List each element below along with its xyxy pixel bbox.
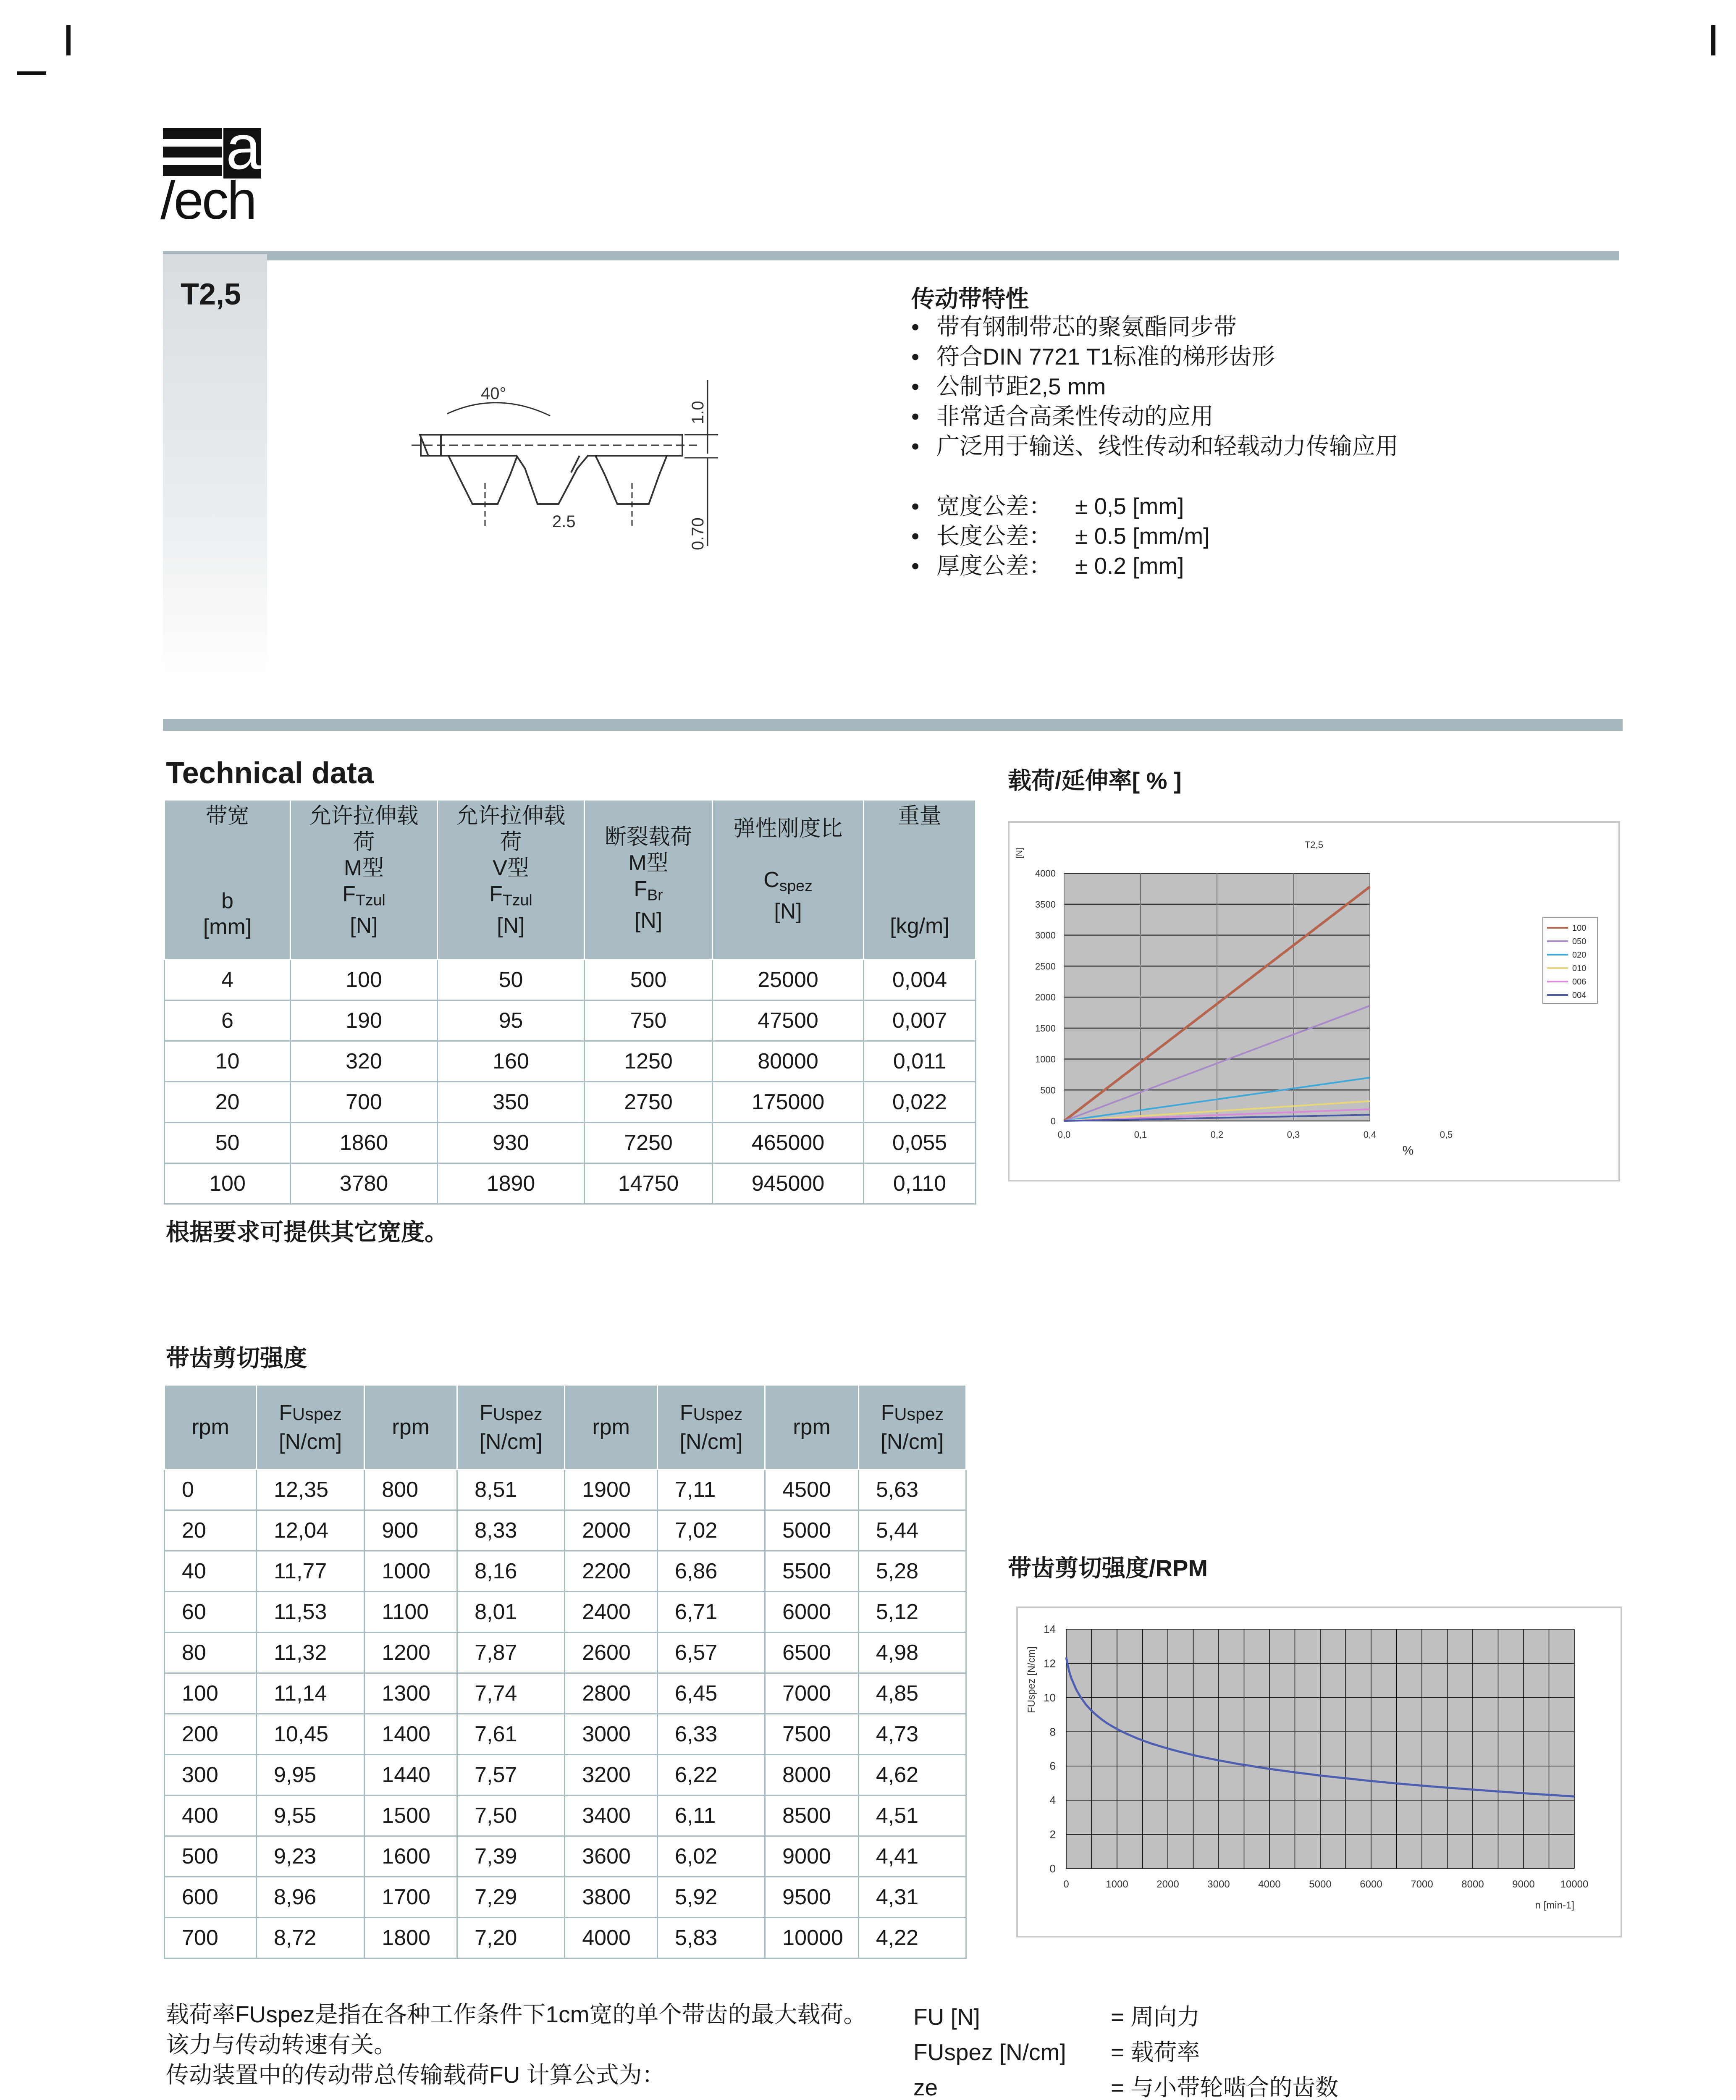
table-cell: 7,20 [457, 1918, 565, 1958]
section-rule [163, 719, 1623, 731]
table-cell: 100 [165, 1673, 257, 1714]
table-cell: 0,022 [864, 1082, 976, 1123]
table-cell: 11,32 [256, 1633, 364, 1673]
table-cell: 190 [291, 1000, 438, 1041]
table-cell: 1600 [365, 1836, 457, 1877]
header-text: 断裂载荷 [604, 825, 692, 849]
header-text: b [221, 889, 233, 913]
table-cell: 47500 [713, 1000, 864, 1041]
note-paragraph: 传动装置中的传动带总传输载荷FU 计算公式为： [166, 2062, 665, 2088]
table-cell: 1250 [585, 1041, 713, 1082]
table-cell: 500 [165, 1836, 257, 1877]
table-cell: 3200 [565, 1755, 658, 1796]
profile-tooth-label: 0.70 [689, 517, 707, 550]
x-tick-label: 0 [1063, 1879, 1069, 1890]
table-cell: 1900 [565, 1470, 658, 1510]
header-text: 带宽 [205, 804, 249, 828]
note-paragraph: 载荷率FUspez是指在各种工作条件下1cm宽的单个带齿的最大载荷。 [166, 2001, 867, 2027]
table-cell: 945000 [713, 1163, 864, 1204]
table-cell: 80000 [713, 1041, 864, 1082]
top-rule [163, 251, 1619, 260]
legend-box [1543, 917, 1597, 1003]
tooth-profile-drawing [399, 370, 735, 559]
symbol: FU [N] [913, 2004, 980, 2030]
table-row [165, 1041, 976, 1082]
table-cell: 300 [165, 1755, 257, 1796]
header-f-uspez: FUspez [N/cm] [457, 1385, 565, 1470]
feature-item: • 非常适合高柔性传动的应用 [911, 402, 1398, 431]
tolerance-item [911, 491, 1210, 521]
table-cell: 4,22 [858, 1918, 966, 1958]
x-tick-label: 4000 [1258, 1879, 1281, 1890]
table-cell: 4,85 [858, 1673, 966, 1714]
table-cell: 7,29 [457, 1877, 565, 1918]
tolerance-value: ± 0.5 [mm/m] [1075, 523, 1210, 549]
shear-rpm-svg [1018, 1608, 1621, 1936]
table-cell: 1500 [365, 1796, 457, 1836]
table-cell: 8000 [765, 1755, 859, 1796]
table-cell: 4 [165, 960, 291, 1000]
table-cell: 20 [165, 1510, 257, 1551]
legend-label: 020 [1572, 950, 1587, 960]
x-tick-label: 0,3 [1287, 1129, 1300, 1140]
table-cell: 6,33 [658, 1714, 765, 1755]
table-cell: 9500 [765, 1877, 859, 1918]
table-cell: 7,11 [658, 1470, 765, 1510]
symbol-row [913, 2070, 1606, 2100]
table-cell: 12,04 [256, 1510, 364, 1551]
tolerance-value: ± 0,5 [mm] [1075, 493, 1184, 519]
table-cell: 4,62 [858, 1755, 966, 1796]
table-cell: 2600 [565, 1633, 658, 1673]
table-cell: 0,004 [864, 960, 976, 1000]
table-cell: 200 [165, 1714, 257, 1755]
table-cell: 8,16 [457, 1551, 565, 1592]
header-breaking [585, 800, 713, 960]
header-symbol: $F_{Tzul}$ [489, 882, 532, 909]
table-cell: 100 [291, 960, 438, 1000]
symbol-definition: = 与小带轮啮合的齿数 [1111, 2074, 1339, 2100]
y-tick-label: 1500 [1035, 1023, 1056, 1034]
technical-data-table [164, 799, 976, 1205]
table-cell: 1300 [365, 1673, 457, 1714]
table-cell: 2400 [565, 1592, 658, 1633]
y-tick-label: 2000 [1035, 992, 1056, 1003]
table-cell: 465000 [713, 1123, 864, 1163]
y-tick-label: 2 [1049, 1828, 1056, 1841]
crop-mark [66, 25, 71, 55]
table-cell: 11,53 [256, 1592, 364, 1633]
header-text: [N] [350, 914, 378, 938]
table-cell: 40 [165, 1551, 257, 1592]
table-cell: 8,72 [256, 1918, 364, 1958]
table-cell: 50 [165, 1123, 291, 1163]
header-text: 弹性刚度比 [733, 816, 843, 841]
legend-label: 100 [1572, 924, 1587, 933]
header-symbol: $F_{Br}$ [634, 877, 663, 904]
features-list [911, 312, 1398, 461]
header-rpm: rpm [565, 1385, 658, 1470]
table-cell: 6,86 [658, 1551, 765, 1592]
symbol-row [913, 2034, 1606, 2070]
x-tick-label: 7000 [1411, 1879, 1433, 1890]
table-cell: 3000 [565, 1714, 658, 1755]
symbol: ze [913, 2074, 938, 2100]
table-cell: 6,45 [658, 1673, 765, 1714]
y-tick-label: 500 [1040, 1085, 1056, 1096]
header-text: [N] [497, 914, 525, 938]
table-cell: 7,87 [457, 1633, 565, 1673]
feature-item: • 广泛用于输送、线性传动和轻载动力传输应用 [911, 431, 1398, 461]
table-cell: 6500 [765, 1633, 859, 1673]
table-header-row [165, 800, 976, 960]
table-header-row [165, 1385, 966, 1470]
shear-rpm-chart [1016, 1606, 1622, 1937]
table-cell: 0,007 [864, 1000, 976, 1041]
feature-item: • 带有钢制带芯的聚氨酯同步带 [911, 312, 1398, 342]
table-cell: 10,45 [256, 1714, 364, 1755]
table-cell: 1440 [365, 1755, 457, 1796]
table-cell: 400 [165, 1796, 257, 1836]
table-cell: 10 [165, 1041, 291, 1082]
features-title: 传动带特性 [911, 286, 1029, 312]
x-tick-label: 5000 [1309, 1879, 1332, 1890]
legend-label: 006 [1572, 977, 1587, 987]
symbol: FUspez [N/cm] [913, 2039, 1066, 2065]
y-tick-label: 1000 [1035, 1054, 1056, 1065]
side-panel [163, 254, 267, 674]
table-row [165, 1796, 966, 1836]
header-f-uspez: FUspez [N/cm] [658, 1385, 765, 1470]
symbol-definition: = 周向力 [1111, 2004, 1200, 2030]
table-cell: 6,22 [658, 1755, 765, 1796]
table-cell: 1200 [365, 1633, 457, 1673]
y-tick-label: 0 [1049, 1862, 1056, 1875]
load-elongation-title: 载荷/延伸率[ % ] [1008, 767, 1182, 794]
profile-pitch-label: 2.5 [552, 512, 576, 531]
y-tick-label: 4 [1049, 1794, 1056, 1807]
table-row [165, 1592, 966, 1633]
y-tick-label: 0 [1050, 1116, 1056, 1126]
table-cell: 4,51 [858, 1796, 966, 1836]
table-cell: 800 [365, 1470, 457, 1510]
x-axis-label: n [min-1] [1535, 1900, 1574, 1911]
table-row [165, 1000, 976, 1041]
logo-letter-a: a [226, 112, 261, 182]
table-row [165, 1836, 966, 1877]
table-cell: 1890 [438, 1163, 585, 1204]
header-text: 允许拉伸载荷 [309, 804, 419, 854]
y-tick-label: 8 [1049, 1725, 1056, 1738]
table-cell: 5,28 [858, 1551, 966, 1592]
table-row [165, 1510, 966, 1551]
table-cell: 160 [438, 1041, 585, 1082]
table-cell: 700 [291, 1082, 438, 1123]
x-tick-label: 9000 [1512, 1879, 1535, 1890]
table-cell: 900 [365, 1510, 457, 1551]
header-text: V型 [493, 856, 529, 880]
y-axis-label: [N] [1015, 848, 1024, 858]
header-text: M型 [344, 856, 384, 880]
header-text: [kg/m] [890, 914, 949, 938]
table-cell: 2800 [565, 1673, 658, 1714]
header-rpm: rpm [365, 1385, 457, 1470]
legend-label: 050 [1572, 937, 1587, 946]
table-row [165, 1877, 966, 1918]
table-cell: 5,83 [658, 1918, 765, 1958]
table-cell: 60 [165, 1592, 257, 1633]
y-tick-label: 10 [1044, 1691, 1056, 1704]
profile-height-label: 1.0 [689, 401, 707, 424]
table-cell: 95 [438, 1000, 585, 1041]
table-cell: 2000 [565, 1510, 658, 1551]
x-tick-label: 8000 [1461, 1879, 1484, 1890]
table-cell: 7250 [585, 1123, 713, 1163]
table-cell: 4,41 [858, 1836, 966, 1877]
x-tick-label: 0,1 [1134, 1129, 1147, 1140]
table-row [165, 1551, 966, 1592]
table-cell: 9,95 [256, 1755, 364, 1796]
table-cell: 2750 [585, 1082, 713, 1123]
table-cell: 7,61 [457, 1714, 565, 1755]
table-row [165, 1918, 966, 1958]
table-row [165, 1673, 966, 1714]
table-cell: 6000 [765, 1592, 859, 1633]
header-f-uspez: FUspez [N/cm] [858, 1385, 966, 1470]
table-cell: 3800 [565, 1877, 658, 1918]
shear-rpm-title: 带齿剪切强度/RPM [1008, 1555, 1208, 1581]
tolerance-item [911, 521, 1210, 551]
table-cell: 8,96 [256, 1877, 364, 1918]
symbol-definition: = 载荷率 [1111, 2039, 1200, 2065]
header-f-uspez: FUspez [N/cm] [256, 1385, 364, 1470]
header-text: [N] [634, 908, 663, 933]
table-cell: 1000 [365, 1551, 457, 1592]
table-cell: 12,35 [256, 1470, 364, 1510]
x-tick-label: 3000 [1207, 1879, 1230, 1890]
y-tick-label: 3000 [1035, 930, 1056, 941]
table-row [165, 1633, 966, 1673]
table-cell: 14750 [585, 1163, 713, 1204]
header-symbol: $F_{Tzul}$ [342, 882, 385, 909]
technical-data-title: Technical data [166, 756, 374, 790]
table-cell: 5,12 [858, 1592, 966, 1633]
note-paragraph: 该力与传动转速有关。 [166, 2032, 397, 2058]
x-tick-label: 2000 [1156, 1879, 1179, 1890]
table-cell: 600 [165, 1877, 257, 1918]
y-axis-label: FUspez [N/cm] [1026, 1646, 1037, 1713]
table-cell: 1700 [365, 1877, 457, 1918]
tolerance-label: 长度公差： [936, 523, 1052, 549]
x-tick-label: 0,0 [1057, 1129, 1071, 1140]
table-cell: 350 [438, 1082, 585, 1123]
y-tick-label: 12 [1044, 1657, 1056, 1670]
table-cell: 7500 [765, 1714, 859, 1755]
table-cell: 0,110 [864, 1163, 976, 1204]
header-symbol: $C_{spez}$ [763, 868, 813, 895]
elatech-logo [160, 112, 261, 231]
table-cell: 20 [165, 1082, 291, 1123]
table-cell: 6,02 [658, 1836, 765, 1877]
table-cell: 4500 [765, 1470, 859, 1510]
table-cell: 80 [165, 1633, 257, 1673]
tolerance-item [911, 551, 1210, 581]
table-cell: 4,73 [858, 1714, 966, 1755]
feature-item: • 符合DIN 7721 T1标准的梯形齿形 [911, 342, 1398, 372]
y-tick-label: 4000 [1035, 868, 1056, 879]
crop-mark [17, 71, 46, 75]
table-cell: 7,39 [457, 1836, 565, 1877]
legend-label: 004 [1572, 991, 1587, 1000]
table-cell: 11,14 [256, 1673, 364, 1714]
table-cell: 6,11 [658, 1796, 765, 1836]
table-cell: 5500 [765, 1551, 859, 1592]
header-text: M型 [628, 851, 669, 875]
width-note: 根据要求可提供其它宽度。 [166, 1219, 448, 1245]
table-cell: 320 [291, 1041, 438, 1082]
header-rpm: rpm [765, 1385, 859, 1470]
table-cell: 0 [165, 1470, 257, 1510]
profile-angle-label: 40° [481, 384, 506, 403]
table-cell: 9,23 [256, 1836, 364, 1877]
header-text: [mm] [203, 915, 252, 939]
table-cell: 3400 [565, 1796, 658, 1836]
table-cell: 1400 [365, 1714, 457, 1755]
table-cell: 6,71 [658, 1592, 765, 1633]
table-cell: 7,74 [457, 1673, 565, 1714]
table-row [165, 1163, 976, 1204]
y-tick-label: 3500 [1035, 899, 1056, 910]
load-elongation-chart [1008, 821, 1620, 1181]
table-cell: 8,01 [457, 1592, 565, 1633]
table-cell: 1860 [291, 1123, 438, 1163]
feature-item: • 公制节距2,5 mm [911, 372, 1398, 402]
chart-title: T2,5 [1304, 840, 1324, 850]
table-cell: 700 [165, 1918, 257, 1958]
table-row [165, 960, 976, 1000]
table-cell: 7,57 [457, 1755, 565, 1796]
tolerance-value: ± 0.2 [mm] [1075, 553, 1184, 579]
header-text: [N] [774, 899, 802, 924]
header-width [165, 800, 291, 960]
y-tick-label: 2500 [1035, 961, 1056, 972]
tolerance-list [911, 491, 1210, 581]
table-cell: 7000 [765, 1673, 859, 1714]
table-cell: 3600 [565, 1836, 658, 1877]
table-cell: 3780 [291, 1163, 438, 1204]
table-cell: 100 [165, 1163, 291, 1204]
table-cell: 6 [165, 1000, 291, 1041]
header-text: 允许拉伸载荷 [456, 804, 566, 854]
table-cell: 10000 [765, 1918, 859, 1958]
header-weight [864, 800, 976, 960]
table-row [165, 1714, 966, 1755]
x-tick-label: 10000 [1560, 1879, 1589, 1890]
table-cell: 1800 [365, 1918, 457, 1958]
x-axis-label: % [1402, 1144, 1414, 1158]
x-tick-label: 0,5 [1440, 1129, 1453, 1140]
table-cell: 7,50 [457, 1796, 565, 1836]
table-cell: 6,57 [658, 1633, 765, 1673]
shear-strength-table [164, 1384, 967, 1959]
table-cell: 500 [585, 960, 713, 1000]
table-cell: 9,55 [256, 1796, 364, 1836]
load-elongation-svg [1010, 823, 1618, 1180]
x-tick-label: 1000 [1106, 1879, 1128, 1890]
notes-block [166, 1999, 880, 2100]
header-rpm: rpm [165, 1385, 257, 1470]
header-text: 重量 [897, 804, 941, 828]
table-cell: 175000 [713, 1082, 864, 1123]
y-tick-label: 6 [1049, 1759, 1056, 1772]
table-cell: 5000 [765, 1510, 859, 1551]
table-cell: 25000 [713, 960, 864, 1000]
table-row [165, 1470, 966, 1510]
table-row [165, 1082, 976, 1123]
table-cell: 4,98 [858, 1633, 966, 1673]
table-cell: 5,44 [858, 1510, 966, 1551]
tolerance-label: 宽度公差： [936, 493, 1052, 519]
table-cell: 4,31 [858, 1877, 966, 1918]
table-cell: 0,011 [864, 1041, 976, 1082]
table-row [165, 1755, 966, 1796]
table-cell: 1100 [365, 1592, 457, 1633]
header-stiffness [713, 800, 864, 960]
header-tensile-v [438, 800, 585, 960]
crop-mark [1711, 25, 1715, 55]
table-cell: 5,63 [858, 1470, 966, 1510]
logo-word: /ech [160, 171, 255, 231]
table-cell: 9000 [765, 1836, 859, 1877]
table-cell: 7,02 [658, 1510, 765, 1551]
header-tensile-m [291, 800, 438, 960]
x-tick-label: 6000 [1360, 1879, 1382, 1890]
belt-model: T2,5 [181, 278, 241, 311]
table-cell: 8500 [765, 1796, 859, 1836]
table-cell: 0,055 [864, 1123, 976, 1163]
table-cell: 8,51 [457, 1470, 565, 1510]
x-tick-label: 0,2 [1210, 1129, 1224, 1140]
table-cell: 4000 [565, 1918, 658, 1958]
legend-label: 010 [1572, 964, 1587, 973]
y-tick-label: 14 [1044, 1623, 1056, 1635]
tolerance-label: 厚度公差： [936, 553, 1052, 579]
table-cell: 5,92 [658, 1877, 765, 1918]
table-cell: 50 [438, 960, 585, 1000]
shear-title: 带齿剪切强度 [166, 1345, 307, 1371]
symbol-definitions [913, 1999, 1606, 2100]
table-cell: 2200 [565, 1551, 658, 1592]
table-row [165, 1123, 976, 1163]
table-cell: 11,77 [256, 1551, 364, 1592]
table-cell: 8,33 [457, 1510, 565, 1551]
table-cell: 930 [438, 1123, 585, 1163]
table-cell: 750 [585, 1000, 713, 1041]
symbol-row [913, 1999, 1606, 2034]
x-tick-label: 0,4 [1363, 1129, 1377, 1140]
